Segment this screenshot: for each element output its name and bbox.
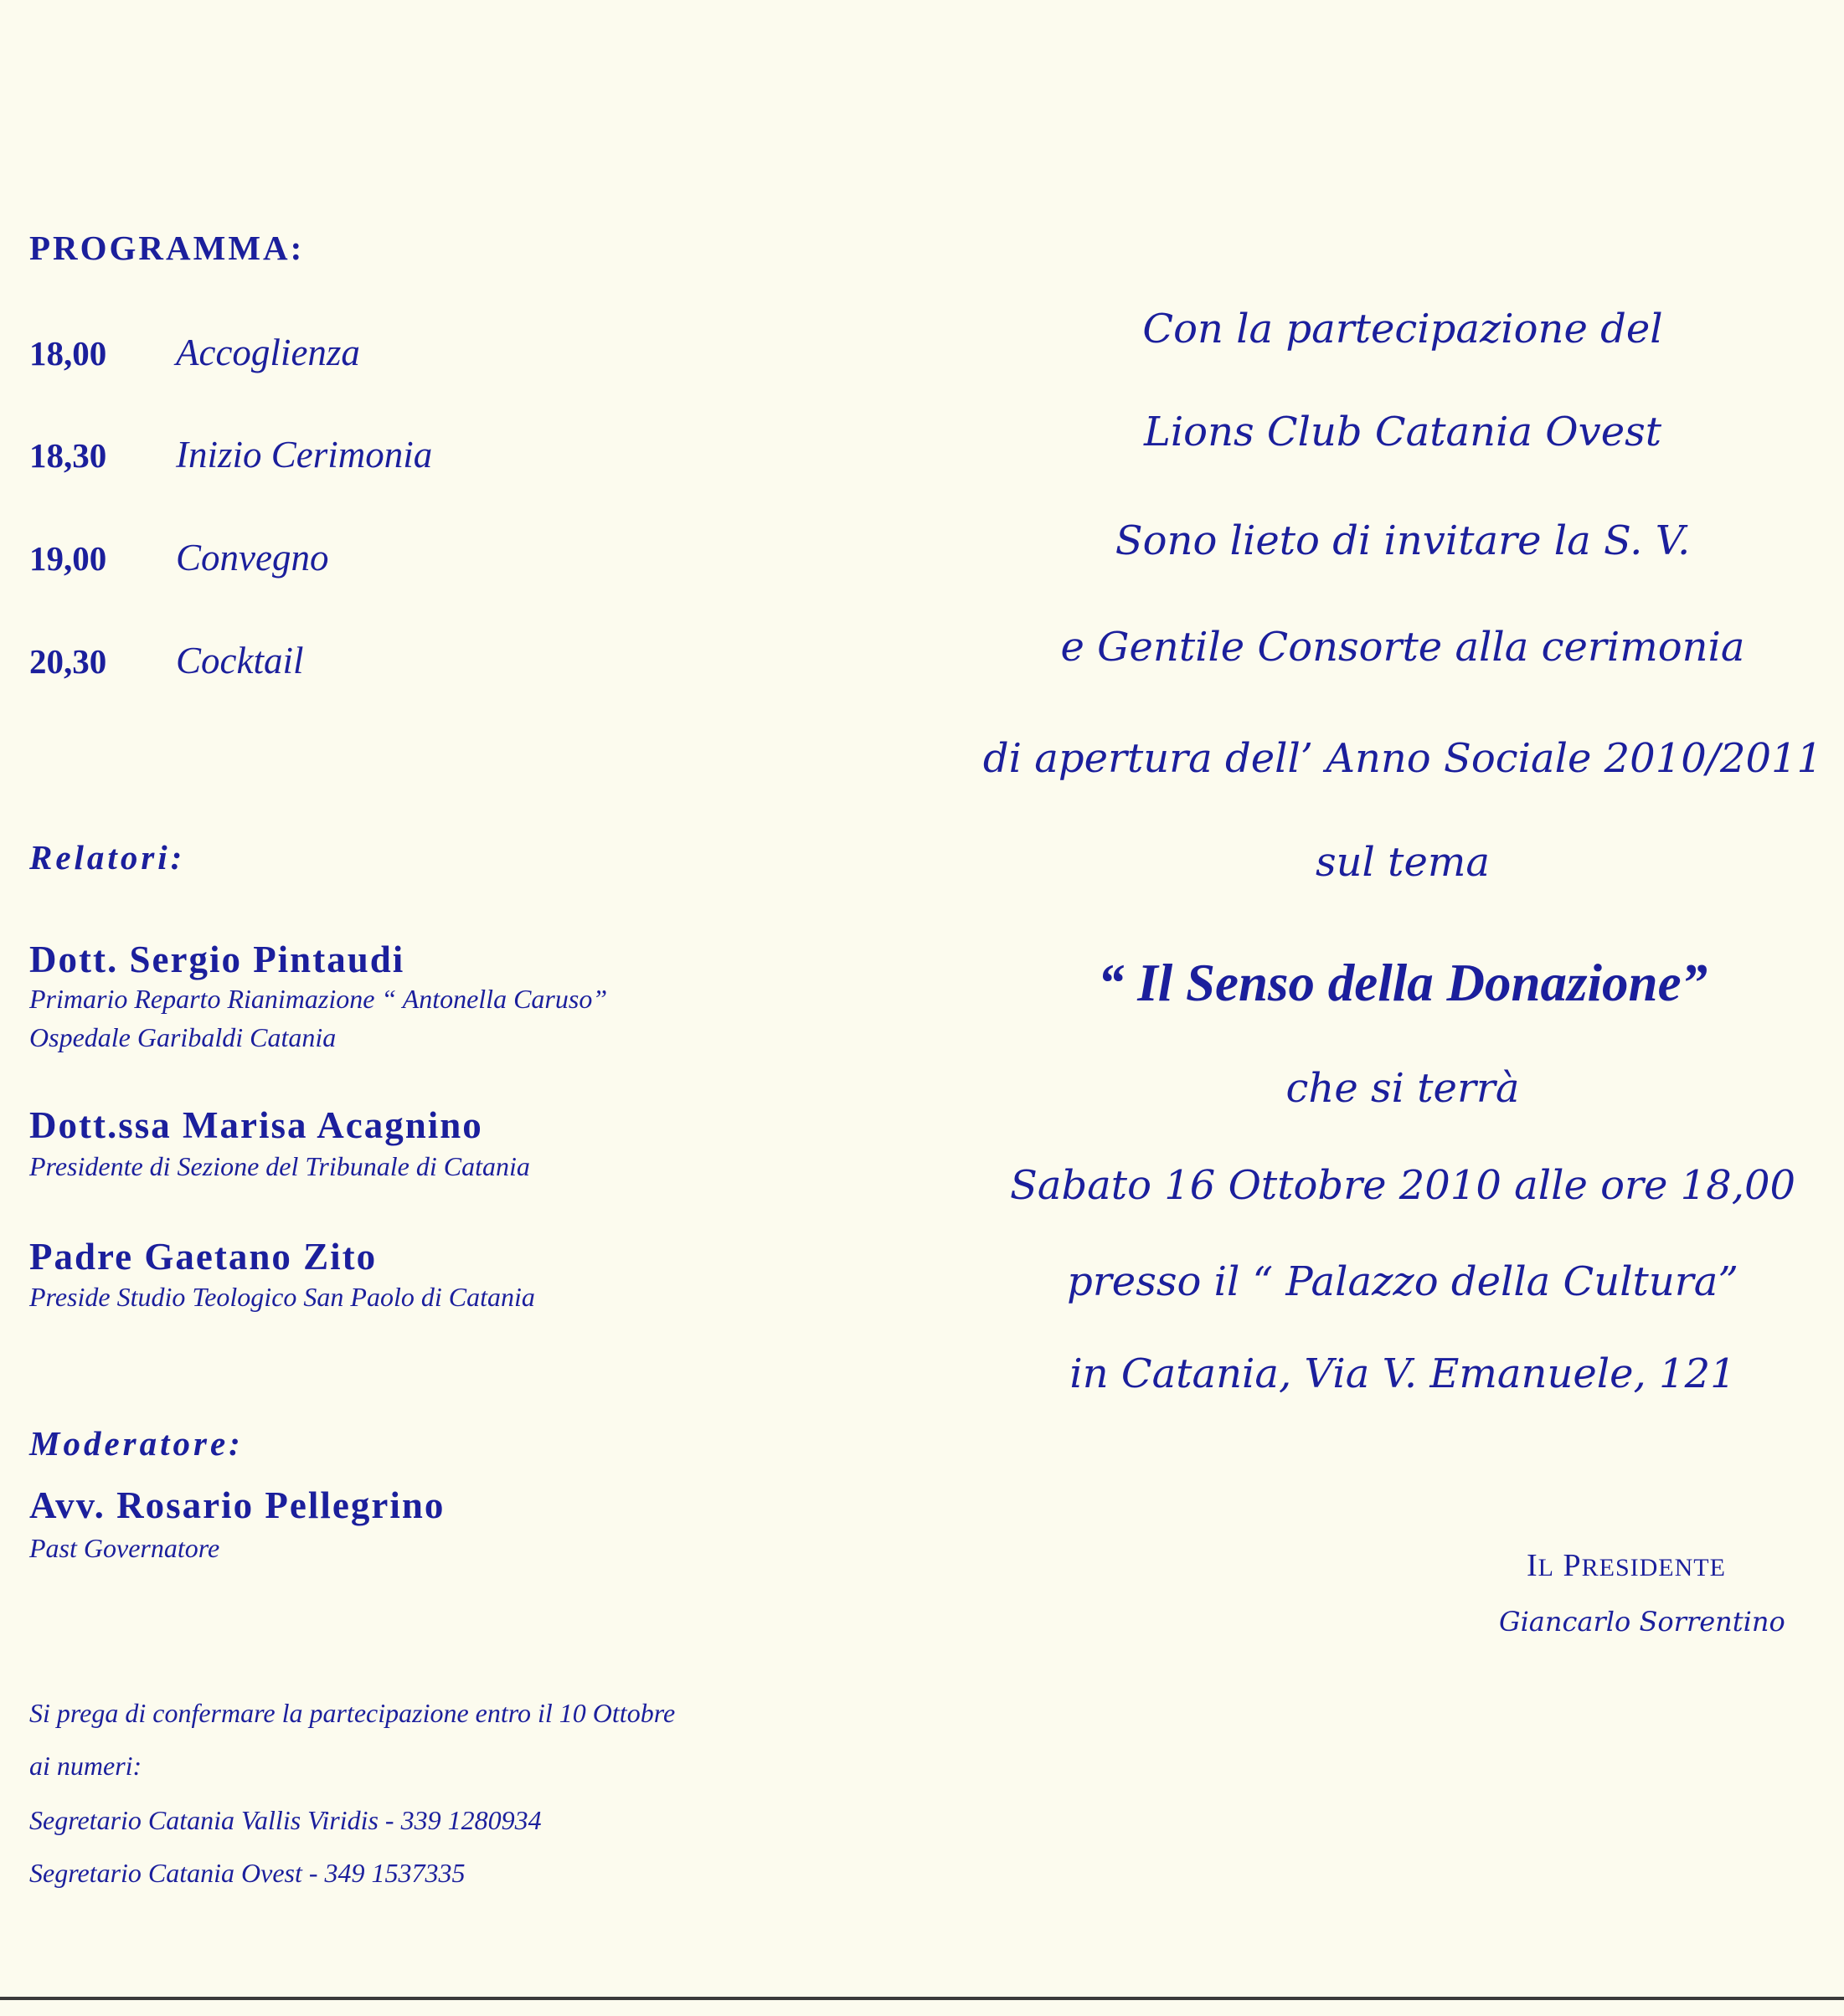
- program-time: 20,30: [29, 642, 107, 681]
- rsvp-line: Si prega di confermare la partecipazione entro il 10 Ottobre: [29, 1698, 676, 1728]
- invitation-line: Sono lieto di invitare la S. V.: [1115, 517, 1691, 564]
- relatori-heading: Relatori:: [29, 838, 186, 877]
- rsvp-line: ai numeri:: [29, 1751, 142, 1781]
- event-date: Sabato 16 Ottobre 2010 alle ore 18,00: [1009, 1162, 1796, 1209]
- speaker-name: Dott. Sergio Pintaudi: [29, 939, 405, 980]
- title-rest: RESIDENTE: [1581, 1554, 1726, 1581]
- program-time: 19,00: [29, 539, 107, 578]
- event-theme: “ Il Senso della Donazione”: [1097, 954, 1708, 1012]
- invitation-line: Con la partecipazione del: [1142, 306, 1663, 352]
- president-name: Giancarlo Sorrentino: [1499, 1606, 1785, 1638]
- moderatore-heading: Moderatore:: [29, 1424, 244, 1463]
- moderator-role: Past Governatore: [29, 1533, 220, 1563]
- rsvp-line: Segretario Catania Ovest - 349 1537335: [29, 1858, 466, 1888]
- title-initial: P: [1563, 1548, 1582, 1583]
- invitation-line: sul tema: [1316, 839, 1490, 886]
- invitation-line: e Gentile Consorte alla cerimonia: [1060, 624, 1745, 671]
- president-title: [1527, 1547, 1726, 1584]
- speaker-role: Ospedale Garibaldi Catania: [29, 1022, 337, 1052]
- program-item: Cocktail: [176, 640, 304, 681]
- title-rest: L: [1538, 1554, 1554, 1581]
- invitation-line: di apertura dell’ Anno Sociale 2010/2011: [982, 735, 1823, 782]
- title-initial: I: [1527, 1548, 1538, 1583]
- invitation-line: che si terrà: [1285, 1065, 1520, 1112]
- speaker-role: Presidente di Sezione del Tribunale di Catania: [29, 1151, 530, 1181]
- program-time: 18,30: [29, 436, 107, 475]
- event-address: in Catania, Via V. Emanuele, 121: [1069, 1350, 1736, 1397]
- speaker-name: Padre Gaetano Zito: [29, 1236, 378, 1278]
- rsvp-line: Segretario Catania Vallis Viridis - 339 1280934: [29, 1805, 542, 1835]
- page-bottom-edge: [0, 1997, 1844, 2000]
- invitation-line: Lions Club Catania Ovest: [1143, 409, 1662, 455]
- program-item: Inizio Cerimonia: [176, 434, 433, 476]
- program-item: Convegno: [176, 537, 329, 579]
- speaker-name: Dott.ssa Marisa Acagnino: [29, 1104, 483, 1146]
- program-time: 18,00: [29, 334, 107, 373]
- program-item: Accoglienza: [176, 332, 360, 373]
- event-venue: presso il “ Palazzo della Cultura”: [1067, 1258, 1738, 1305]
- speaker-role: Primario Reparto Rianimazione “ Antonella Caruso”: [29, 984, 608, 1014]
- speaker-role: Preside Studio Teologico San Paolo di Catania: [29, 1282, 535, 1312]
- moderator-name: Avv. Rosario Pellegrino: [29, 1484, 446, 1526]
- programma-heading: PROGRAMMA:: [29, 229, 305, 267]
